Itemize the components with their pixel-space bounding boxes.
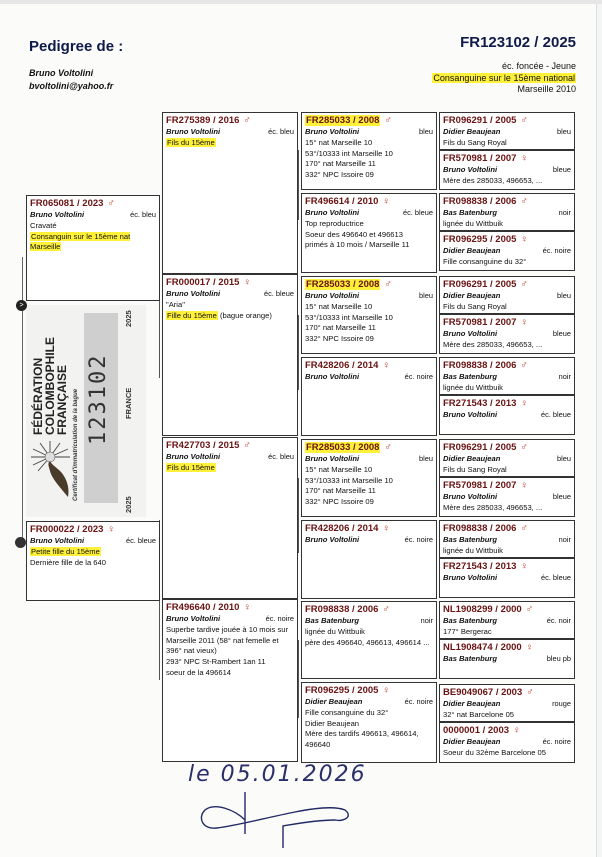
plumage-color: éc. bleu — [130, 210, 156, 219]
owner-row — [443, 654, 571, 665]
breeder-name: Bas Batenburg — [443, 654, 498, 663]
ring-number: FR096295 / 2005 — [443, 234, 517, 245]
pedigree-card[interactable] — [162, 274, 298, 436]
note-line: Mère des tardifs 496613, 496614, 496640 — [305, 729, 419, 750]
note-line: Fille consanguine du 32° — [305, 707, 389, 717]
breeder-name: Didier Beaujean — [305, 697, 363, 706]
owner-row — [305, 454, 433, 465]
certificate-label: Certificat d'immatriculation de la bague — [73, 388, 79, 501]
subject-details — [432, 61, 576, 96]
plumage-color: éc. noire — [265, 614, 294, 623]
note-line: 53°/10333 int Marseille 10 — [305, 475, 393, 485]
female-symbol-icon: ♀ — [382, 196, 390, 207]
ring-number: FR496614 / 2010 — [305, 196, 379, 207]
ring-number-row — [443, 115, 571, 127]
plumage-color: bleue — [552, 165, 571, 174]
plumage-color: bleu — [557, 291, 571, 300]
pedigree-card[interactable] — [301, 520, 437, 599]
female-symbol-icon: ♀ — [520, 234, 528, 245]
ring-year-right: 2025 — [124, 310, 133, 327]
pedigree-card[interactable] — [439, 439, 575, 477]
male-symbol-icon: ♂ — [384, 442, 392, 453]
breeder-name: Bas Batenburg — [443, 372, 498, 381]
note-line: 170° nat Marseille 11 — [305, 159, 376, 169]
ring-number-row — [305, 115, 433, 127]
plumage-color: rouge — [552, 699, 571, 708]
plumage-color: bleu — [419, 454, 433, 463]
female-symbol-icon: ♀ — [107, 524, 115, 535]
ring-number: FR570981 / 2007 — [443, 317, 517, 328]
ring-number: 0000001 / 2003 — [443, 725, 510, 736]
ring-number-row — [30, 524, 156, 536]
owner-row — [443, 208, 571, 219]
pedigree-card[interactable] — [439, 112, 575, 150]
top-band — [0, 0, 602, 4]
pedigree-card[interactable] — [439, 639, 575, 679]
owner-row — [443, 165, 571, 176]
breeder-name: Bruno Voltolini — [443, 165, 498, 174]
owner-email[interactable]: bvoltolini@yahoo.fr — [29, 81, 114, 91]
ring-number-row — [443, 523, 571, 535]
note-line: 53°/10333 int Marseille 10 — [305, 312, 393, 322]
plumage-color: éc. bleue — [264, 289, 294, 298]
signature-date: le 05.01.2026 — [188, 762, 367, 787]
ring-number: FR098838 / 2006 — [443, 196, 517, 207]
plumage-color: éc. bleu — [268, 452, 294, 461]
ring-number-row — [443, 234, 571, 246]
highlight-note-row — [166, 463, 294, 474]
owner-name: Bruno Voltolini — [29, 68, 94, 78]
plumage-color: bleue — [552, 329, 571, 338]
breeder-name: Bruno Voltolini — [30, 536, 85, 545]
note-line: 332° NPC Issoire 09 — [305, 334, 374, 344]
note-line: lignée du Wittbuik — [443, 218, 503, 228]
plumage-color: éc. noire — [542, 737, 571, 746]
male-symbol-icon: ♂ — [526, 687, 534, 698]
plumage-color: éc. noire — [404, 697, 433, 706]
female-symbol-icon: ♀ — [520, 153, 528, 164]
breeder-name: Bruno Voltolini — [30, 210, 85, 219]
federation-logo-icon — [30, 439, 72, 501]
ring-number: FR428206 / 2014 — [305, 360, 379, 371]
ring-number: FR285033 / 2008 — [306, 115, 380, 126]
breeder-name: Bruno Voltolini — [166, 127, 221, 136]
note-line: 15° nat Marseille 10 — [305, 301, 373, 311]
owner-row — [305, 208, 433, 219]
owner-block — [29, 67, 113, 93]
ring-number-row — [305, 604, 433, 616]
ring-number-row — [305, 360, 433, 372]
plumage-color: bleu — [557, 127, 571, 136]
breeder-name: Didier Beaujean — [443, 127, 501, 136]
note-line: lignée du Wittbuik — [443, 545, 503, 555]
ring-number-row — [443, 725, 571, 737]
ring-number-row — [166, 602, 294, 614]
ring-number: FR096291 / 2005 — [443, 442, 517, 453]
highlight-note-row — [30, 232, 156, 254]
breeder-name: Didier Beaujean — [443, 454, 501, 463]
breeder-name: Didier Beaujean — [443, 291, 501, 300]
note-line: Mère des 285033, 496653, ... — [443, 339, 543, 349]
female-symbol-icon: ♀ — [513, 725, 521, 736]
plumage-color: éc. noire — [404, 372, 433, 381]
note-line: Top reproductrice — [305, 218, 364, 228]
owner-row — [305, 697, 433, 708]
owner-row — [443, 127, 571, 138]
ring-number-row — [443, 360, 571, 372]
male-symbol-icon: ♂ — [525, 604, 534, 615]
plumage-color: éc. bleue — [126, 536, 156, 545]
note-line: Fils du Sang Royal — [443, 137, 507, 147]
ring-year-left: 2025 — [124, 496, 133, 513]
owner-row — [443, 573, 571, 584]
pedigree-card[interactable] — [439, 520, 575, 558]
note-line: Fils du Sang Royal — [443, 301, 507, 311]
breeder-name: Bruno Voltolini — [305, 208, 360, 217]
breeder-name: Bruno Voltolini — [166, 614, 221, 623]
ring-number-row — [166, 115, 294, 127]
highlight-note-row — [166, 311, 294, 322]
ring-number-row — [443, 317, 571, 329]
pedigree-card[interactable] — [439, 558, 575, 598]
male-symbol-icon: ♂ — [384, 279, 392, 290]
owner-row — [30, 210, 156, 221]
pedigree-card[interactable] — [439, 150, 575, 190]
note-line: Soeur du 32ème Barcelone 05 — [443, 747, 547, 757]
highlight-note: Petite fille du 15ème — [31, 546, 100, 556]
owner-row — [443, 454, 571, 465]
pedigree-card[interactable] — [439, 276, 575, 314]
breeder-name: Bas Batenburg — [443, 208, 498, 217]
male-symbol-icon: ♂ — [382, 604, 390, 615]
federation-name: FÉDÉRATION COLOMBOPHILE FRANÇAISE — [31, 337, 69, 435]
breeder-name: Bas Batenburg — [443, 535, 498, 544]
note-line: 293° NPC St-Rambert 1an 11 — [166, 657, 266, 667]
ring-number: FR285033 / 2008 — [306, 279, 380, 290]
highlight-note: Fille du 15ème — [167, 310, 217, 320]
owner-row — [443, 410, 571, 421]
note-line: 177° Bergerac — [443, 626, 492, 636]
plumage-color: noir — [558, 372, 571, 381]
plumage-color: éc. noire — [542, 246, 571, 255]
ring-number: FR096291 / 2005 — [443, 279, 517, 290]
ring-number: FR098838 / 2006 — [443, 360, 517, 371]
ring-number-row — [166, 440, 294, 452]
pedigree-card[interactable] — [301, 276, 437, 354]
owner-row — [443, 492, 571, 503]
note-line: "Aria" — [166, 299, 185, 309]
ring-number: FR570981 / 2007 — [443, 480, 517, 491]
owner-row — [443, 616, 571, 627]
pedigree-card[interactable] — [301, 439, 437, 517]
ring-number: FR096295 / 2005 — [305, 685, 379, 696]
male-symbol-icon: ♂ — [520, 442, 528, 453]
owner-row — [305, 291, 433, 302]
female-symbol-icon: ♀ — [520, 480, 528, 491]
ring-number: FR000022 / 2023 — [30, 524, 104, 535]
ring-number: FR427703 / 2015 — [166, 440, 240, 451]
note-line: Cravaté — [30, 220, 57, 230]
plumage-color: bleu — [419, 291, 433, 300]
breeder-name: Bruno Voltolini — [443, 410, 498, 419]
pedigree-card-dam[interactable] — [26, 521, 160, 601]
male-symbol-icon: ♂ — [243, 115, 251, 126]
note-line: père des 496640, 496613, 496614 ... — [305, 637, 430, 647]
ring-number-row — [305, 279, 433, 291]
ring-number: FR000017 / 2015 — [166, 277, 240, 288]
breeder-name: Bruno Voltolini — [166, 452, 221, 461]
pedigree-card[interactable] — [301, 112, 437, 190]
pedigree-card[interactable] — [439, 684, 575, 722]
ring-number: FR098838 / 2006 — [305, 604, 379, 615]
ring-number: NL1908299 / 2000 — [443, 604, 522, 615]
male-symbol-icon: ♂ — [520, 279, 528, 290]
ring-number-row — [166, 277, 294, 289]
female-symbol-icon: ♀ — [520, 317, 528, 328]
owner-row — [30, 536, 156, 547]
plumage-color: éc. bleu — [268, 127, 294, 136]
ring-number-row — [443, 604, 571, 616]
note-line: Dernière fille de la 640 — [30, 557, 106, 567]
breeder-name: Bruno Voltolini — [443, 492, 498, 501]
note-line: 332° NPC Issoire 09 — [305, 497, 374, 507]
pedigree-card[interactable] — [439, 601, 575, 639]
ring-number-row — [305, 442, 433, 454]
breeder-name: Bruno Voltolini — [305, 535, 360, 544]
note-line: 15° nat Marseille 10 — [305, 137, 373, 147]
pedigree-card[interactable] — [439, 357, 575, 395]
breeder-name: Didier Beaujean — [443, 699, 501, 708]
ring-number-row — [305, 523, 433, 535]
breeder-name: Bruno Voltolini — [305, 372, 360, 381]
ring-number-row — [443, 442, 571, 454]
note-line: Didier Beaujean — [305, 718, 360, 728]
note-line: 170° nat Marseille 11 — [305, 486, 376, 496]
plumage-color: éc. noire — [404, 535, 433, 544]
ring-number-row — [443, 398, 571, 410]
ring-number-row — [443, 196, 571, 208]
owner-row — [443, 372, 571, 383]
male-symbol-icon: ♂ — [243, 440, 251, 451]
owner-row — [166, 289, 294, 300]
owner-row — [443, 291, 571, 302]
note-line: Mère des 285033, 496653, ... — [443, 175, 543, 185]
female-symbol-icon: ♀ — [382, 685, 390, 696]
next-arrow-icon[interactable]: > — [16, 300, 27, 311]
ring-number-row — [443, 480, 571, 492]
ring-number-row — [443, 153, 571, 165]
connector-gen3-a — [298, 150, 299, 220]
plumage-color: noir — [558, 208, 571, 217]
plumage-color: noir — [558, 535, 571, 544]
owner-row — [305, 372, 433, 383]
female-symbol-icon: ♀ — [520, 398, 528, 409]
note-line: 15° nat Marseille 10 — [305, 464, 373, 474]
pedigree-card[interactable] — [301, 682, 437, 763]
female-symbol-icon: ♀ — [243, 277, 251, 288]
ring-number: FR570981 / 2007 — [443, 153, 517, 164]
note-line: lignée du Wittbuik — [305, 626, 365, 636]
owner-row — [305, 535, 433, 546]
ring-number-row — [305, 685, 433, 697]
highlight-note: Consanguin sur le 15ème nat Marseille — [30, 231, 131, 252]
note-line: Superbe tardive jouée à 10 mois sur Marseille 2011 (58° nat femelle et 396° nat vieux) — [166, 624, 288, 656]
breeder-name: Bruno Voltolini — [443, 573, 498, 582]
note-line: 332° NPC Issoire 09 — [305, 170, 374, 180]
ring-number: FR496640 / 2010 — [166, 602, 240, 613]
female-symbol-icon: ♀ — [382, 523, 390, 534]
plumage-color: éc. bleue — [403, 208, 433, 217]
breeder-name: Bas Batenburg — [305, 616, 360, 625]
ring-number-row — [30, 198, 156, 210]
breeder-name: Bas Batenburg — [443, 616, 498, 625]
connector-gen3-b — [298, 315, 299, 390]
breeder-name: Didier Beaujean — [443, 737, 501, 746]
subject-color-age: éc. foncée - Jeune — [501, 61, 576, 71]
note-line: Fils du Sang Royal — [443, 464, 507, 474]
pedigree-card-sire[interactable] — [26, 195, 160, 301]
male-symbol-icon: ♂ — [520, 196, 528, 207]
highlight-note-row — [30, 547, 156, 558]
ring-number-row — [305, 196, 433, 208]
owner-row — [443, 246, 571, 257]
ring-number: FR098838 / 2006 — [443, 523, 517, 534]
owner-row — [443, 535, 571, 546]
page-title: Pedigree de : — [29, 38, 124, 55]
pedigree-card[interactable] — [439, 193, 575, 231]
owner-row — [166, 127, 294, 138]
ring-number: FR271543 / 2013 — [443, 561, 517, 572]
owner-row — [166, 614, 294, 625]
pedigree-card[interactable] — [439, 722, 575, 763]
pedigree-card[interactable] — [439, 395, 575, 435]
pedigree-card[interactable] — [439, 231, 575, 271]
breeder-name: Bruno Voltolini — [305, 127, 360, 136]
ring-number: FR285033 / 2008 — [306, 442, 380, 453]
male-symbol-icon: ♂ — [520, 115, 528, 126]
pedigree-card[interactable] — [301, 357, 437, 436]
pedigree-card[interactable] — [162, 437, 298, 599]
owner-row — [443, 329, 571, 340]
subject-note: Marseille 2010 — [517, 84, 576, 94]
female-symbol-icon: ♀ — [382, 360, 390, 371]
plumage-color: noir — [420, 616, 433, 625]
ring-number-row — [443, 642, 571, 654]
ring-number: FR271543 / 2013 — [443, 398, 517, 409]
owner-row — [443, 699, 571, 710]
half-circle-icon — [15, 537, 26, 548]
owner-row — [305, 616, 433, 627]
breeder-name: Bruno Voltolini — [166, 289, 221, 298]
ring-number-row — [443, 687, 571, 699]
note-line: 53°/10333 int Marseille 10 — [305, 148, 393, 158]
pedigree-card[interactable] — [162, 599, 298, 762]
note-line: 32° nat Barcelone 05 — [443, 709, 515, 719]
subject-ring: FR123102 / 2025 — [460, 34, 576, 51]
breeder-name: Bruno Voltolini — [305, 291, 360, 300]
pedigree-card[interactable] — [301, 601, 437, 679]
ring-number: FR065081 / 2023 — [30, 198, 104, 209]
male-symbol-icon: ♂ — [384, 115, 392, 126]
plumage-color: bleu — [557, 454, 571, 463]
ring-number: FR275389 / 2016 — [166, 115, 240, 126]
pedigree-card[interactable] — [439, 477, 575, 517]
note-line: primés à 10 mois / Marseille 11 — [305, 240, 410, 250]
highlight-note: Fils du 15ème — [167, 462, 215, 472]
ring-country: FRANCE — [124, 387, 133, 419]
ring-number: FR428206 / 2014 — [305, 523, 379, 534]
ring-number: NL1908474 / 2000 — [443, 642, 522, 653]
plumage-color: éc. bleue — [541, 573, 571, 582]
note-suffix: (bague orange) — [219, 310, 272, 320]
owner-row — [305, 127, 433, 138]
connector-gen3-c — [298, 478, 299, 553]
female-symbol-icon: ♀ — [525, 642, 534, 653]
note-line: soeur de la 496614 — [166, 667, 232, 677]
plumage-color: éc. noir — [546, 616, 571, 625]
note-line: 170° nat Marseille 11 — [305, 323, 376, 333]
pedigree-card[interactable] — [162, 112, 298, 274]
pedigree-card[interactable] — [301, 193, 437, 273]
pedigree-card[interactable] — [439, 314, 575, 354]
highlight-note-row — [166, 138, 294, 149]
breeder-name: Bruno Voltolini — [443, 329, 498, 338]
breeder-name: Didier Beaujean — [443, 246, 501, 255]
ring-certificate — [26, 305, 146, 517]
male-symbol-icon: ♂ — [107, 198, 115, 209]
ring-number: FR096291 / 2005 — [443, 115, 517, 126]
owner-row — [166, 452, 294, 463]
breeder-name: Bruno Voltolini — [305, 454, 360, 463]
connector-gen3-d — [298, 640, 299, 718]
ring-number-row — [443, 561, 571, 573]
note-line: Mère des 285033, 496653, ... — [443, 502, 543, 512]
female-symbol-icon: ♀ — [520, 561, 528, 572]
owner-row — [443, 737, 571, 748]
male-symbol-icon: ♂ — [520, 360, 528, 371]
note-line: Fille consanguine du 32° — [443, 256, 527, 266]
ring-number: 123102 — [86, 353, 111, 445]
female-symbol-icon: ♀ — [243, 602, 251, 613]
ring-number: BE9049067 / 2003 — [443, 687, 523, 698]
highlight-note: Fils du 15ème — [167, 137, 215, 147]
certificate-content — [26, 305, 146, 517]
handwritten-signature — [195, 790, 355, 850]
ring-number-row — [443, 279, 571, 291]
plumage-color: bleue — [552, 492, 571, 501]
plumage-color: bleu pb — [546, 654, 571, 663]
note-line: lignée du Wittbuik — [443, 382, 503, 392]
male-symbol-icon: ♂ — [520, 523, 528, 534]
plumage-color: éc. bleue — [541, 410, 571, 419]
plumage-color: bleu — [419, 127, 433, 136]
subject-highlight: Consanguine sur le 15ème national — [433, 72, 575, 83]
note-line: Soeur des 496640 et 496613 — [305, 229, 403, 239]
